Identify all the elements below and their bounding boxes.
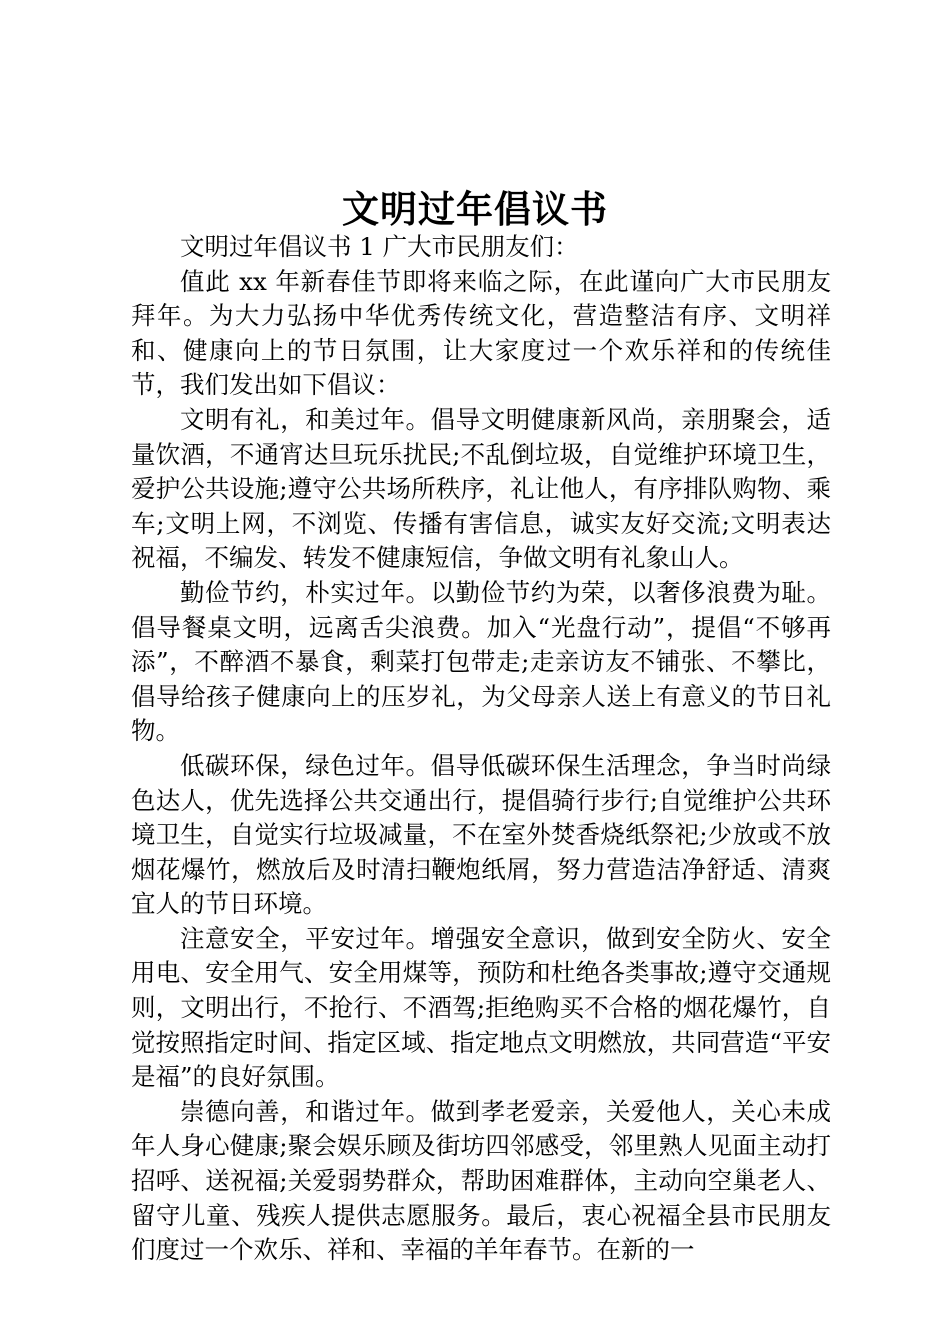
paragraph-green: 低碳环保，绿色过年。倡导低碳环保生活理念，争当时尚绿色达人，优先选择公共交通出行，提倡骑行步行;自觉维护公共环境卫生，自觉实行垃圾减量，不在室外焚香烧纸祭祀;少放或不放烟花爆竹，燃放后及时清扫鞭炮纸屑，努力营造洁净舒适、清爽宜人的节日环境。 [131,750,831,919]
paragraph-greeting: 文明过年倡议书 1 广大市民朋友们： [180,232,579,261]
paragraph-civility: 文明有礼，和美过年。倡导文明健康新风尚，亲朋聚会，适量饮酒，不通宵达旦玩乐扰民;不乱倒垃圾，自觉维护环境卫生，爱护公共设施;遵守公共场所秩序，礼让他人，有序排队购物、乘车;文明上网，不浏览、传播有害信息，诚实友好交流;文明表达祝福，不编发、转发不健康短信，争做文明有礼象山人。 [131,404,831,573]
document-title: 文明过年倡议书 [342,187,608,231]
paragraph-intro: 值此 xx 年新春佳节即将来临之际，在此谨向广大市民朋友拜年。为大力弘扬中华优秀传统文化，营造整洁有序、文明祥和、健康向上的节日氛围，让大家度过一个欢乐祥和的传统佳节，我们发出如下倡议： [131,266,831,400]
paragraph-harmony: 崇德向善，和谐过年。做到孝老爱亲，关爱他人，关心未成年人身心健康;聚会娱乐顾及街坊四邻感受，邻里熟人见面主动打招呼、送祝福;关爱弱势群众，帮助困难群体，主动向空巢老人、留守儿童、残疾人提供志愿服务。最后，衷心祝福全县市民朋友们度过一个欢乐、祥和、幸福的羊年春节。在新的一 [131,1096,831,1265]
paragraph-safety: 注意安全，平安过年。增强安全意识，做到安全防火、安全用电、安全用气、安全用煤等，预防和杜绝各类事故;遵守交通规则，文明出行，不抢行、不酒驾;拒绝购买不合格的烟花爆竹，自觉按照指定时间、指定区域、指定地点文明燃放，共同营造“平安是福”的良好氛围。 [131,923,831,1092]
document-body [131,230,831,1268]
paragraph-thrift: 勤俭节约，朴实过年。以勤俭节约为荣，以奢侈浪费为耻。倡导餐桌文明，远离舌尖浪费。加入“光盘行动”，提倡“不够再添”，不醉酒不暴食，剩菜打包带走;走亲访友不铺张、不攀比，倡导给孩子健康向上的压岁礼，为父母亲人送上有意义的节日礼物。 [131,577,831,746]
